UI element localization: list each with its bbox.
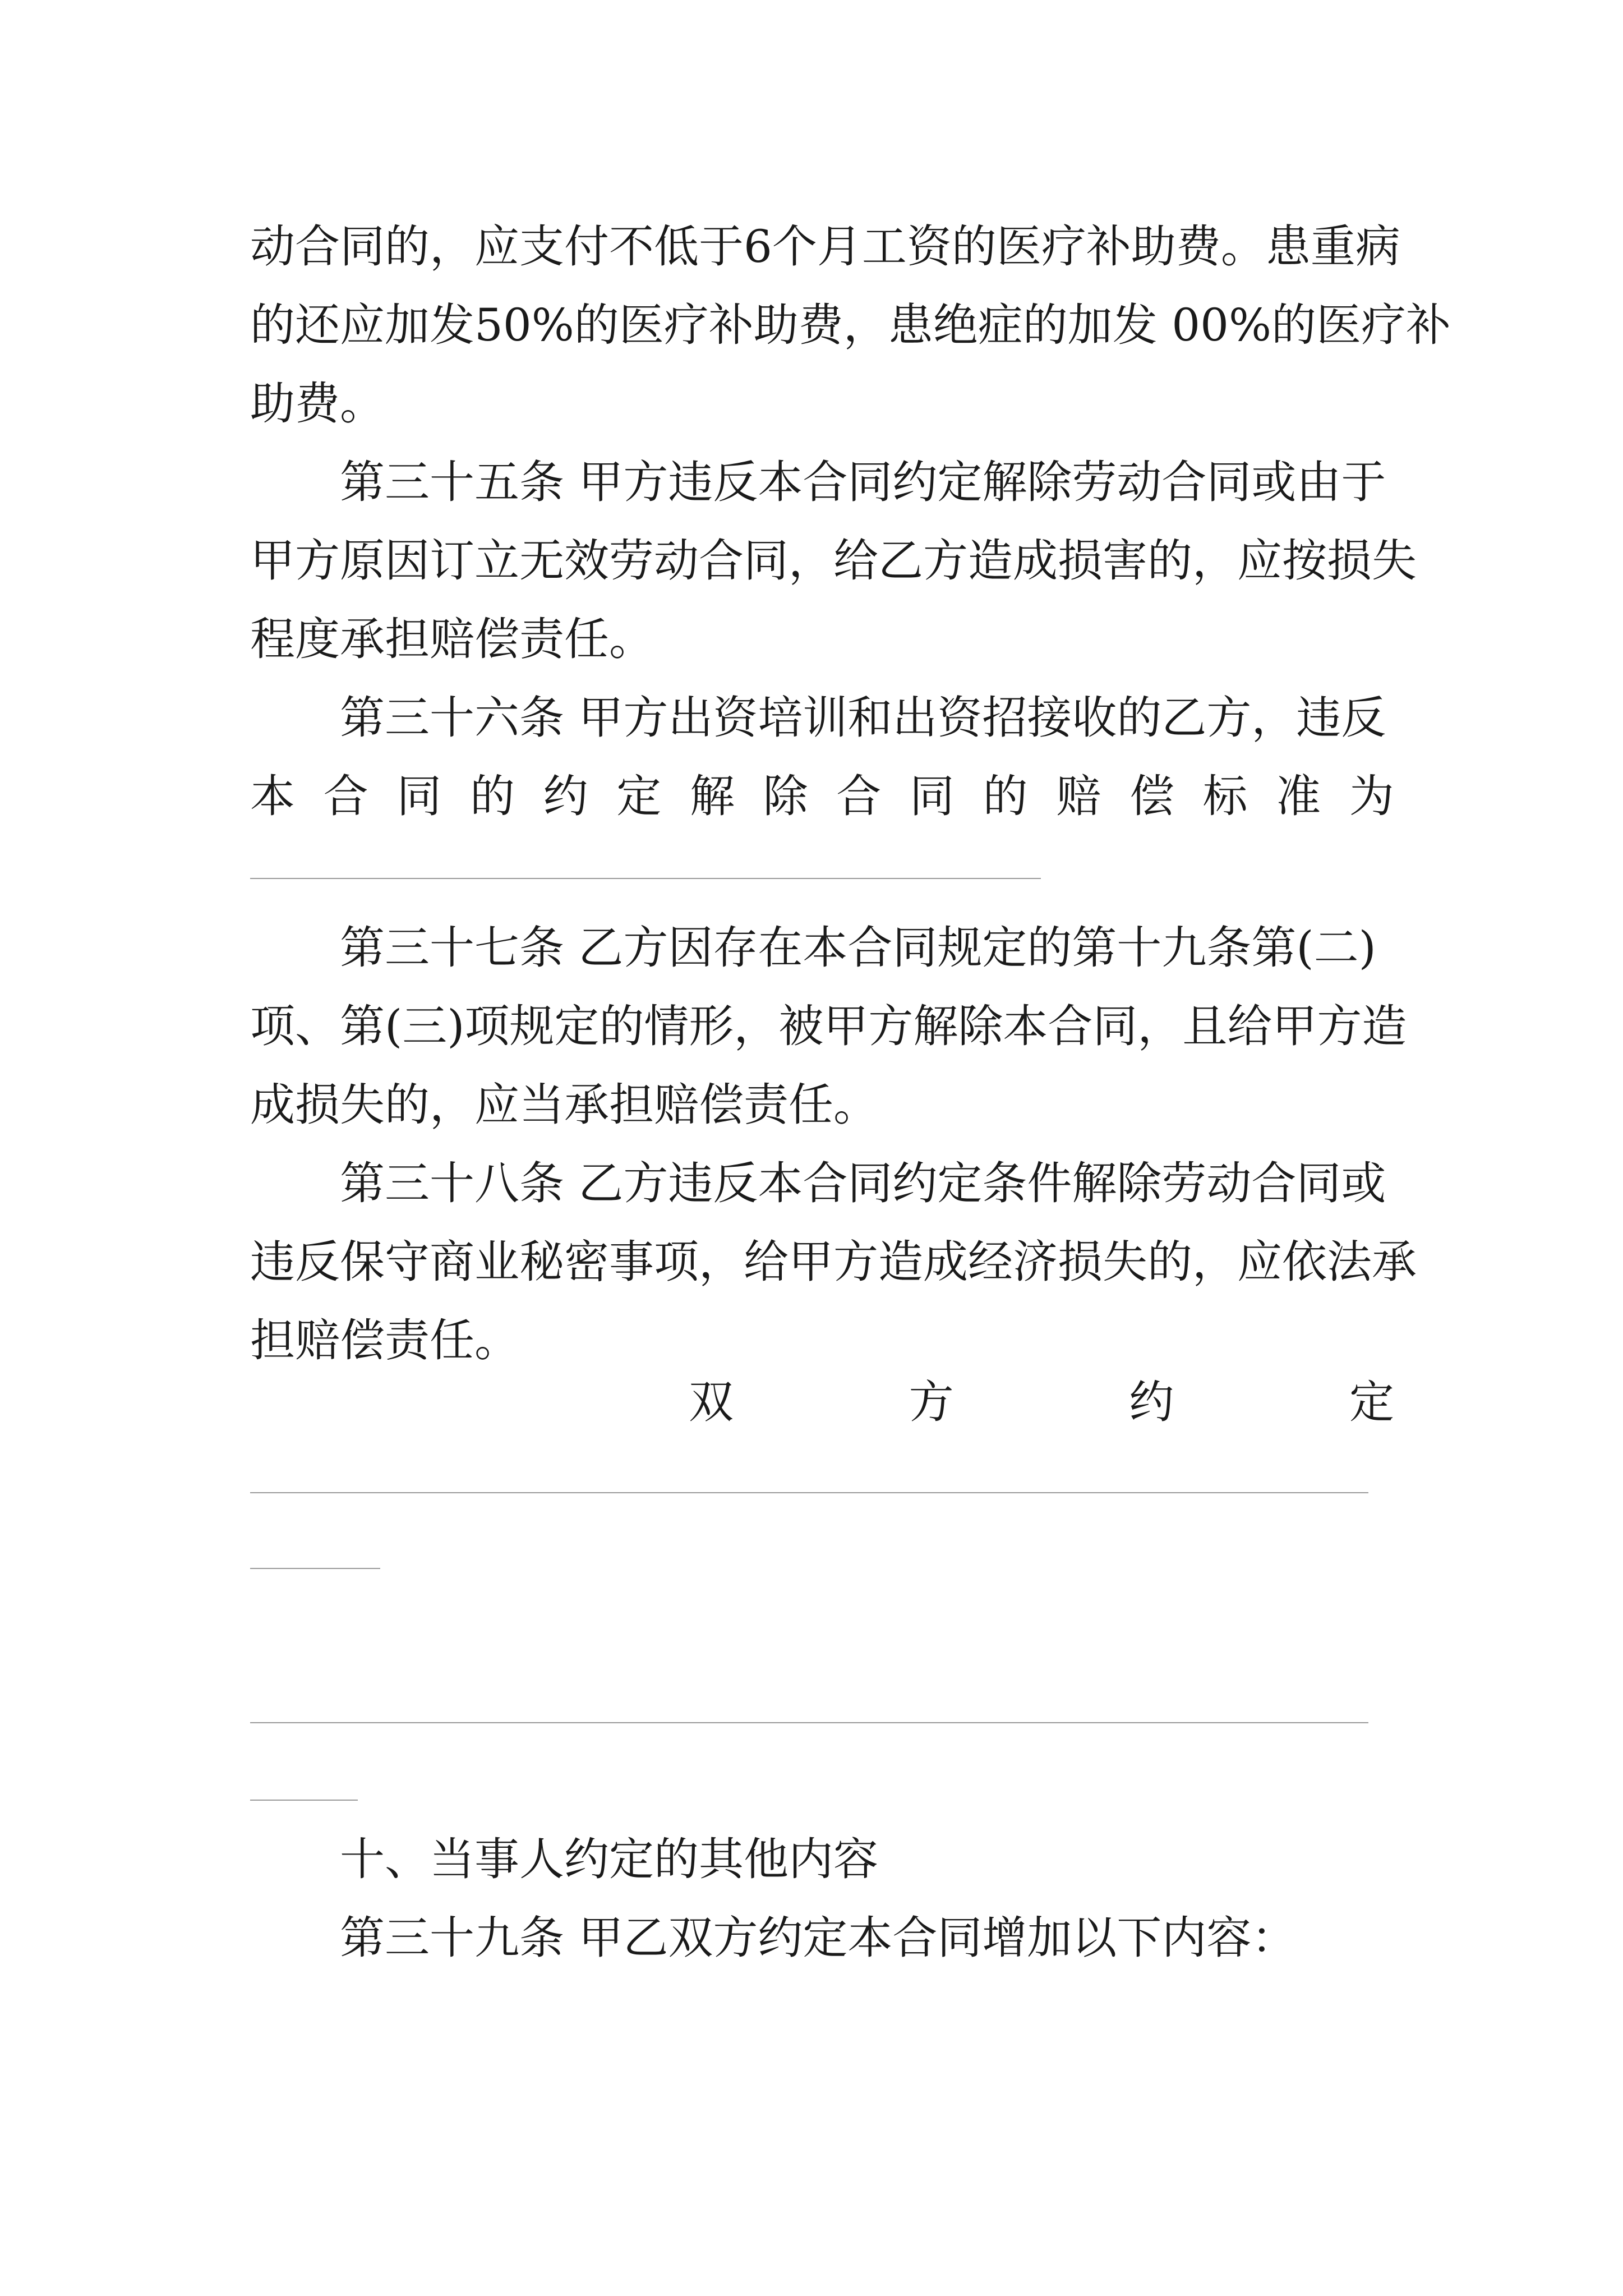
char: 解 bbox=[689, 770, 735, 822]
blank-underline bbox=[250, 1800, 358, 1801]
article-36-line: 第三十六条 甲方出资培训和出资招接收的乙方，违反 bbox=[340, 692, 1386, 744]
char: 赔 bbox=[1056, 770, 1101, 822]
paragraph-line: 担赔偿责任。 bbox=[250, 1314, 519, 1366]
paragraph-line: 成损失的，应当承担赔偿责任。 bbox=[250, 1079, 878, 1131]
paragraph-line: 的还应加发50%的医疗补助费，患绝症的加发 00%的医疗补 bbox=[250, 299, 1451, 351]
justified-line bbox=[250, 769, 1394, 825]
char: 定 bbox=[616, 770, 662, 822]
blank-underline bbox=[250, 878, 1041, 879]
char: 本 bbox=[250, 770, 295, 822]
char: 准 bbox=[1276, 770, 1321, 822]
article-37-line: 第三十七条 乙方因存在本合同规定的第十九条第(二) bbox=[340, 922, 1376, 974]
blank-underline bbox=[250, 1568, 380, 1569]
article-39-line: 第三十九条 甲乙双方约定本合同增加以下内容： bbox=[340, 1912, 1297, 1964]
mutual-agreement-heading bbox=[689, 1374, 1394, 1430]
char: 偿 bbox=[1129, 770, 1174, 822]
blank-underline bbox=[250, 1492, 1368, 1493]
char: 同 bbox=[396, 770, 442, 822]
char: 方 bbox=[909, 1376, 954, 1428]
char: 的 bbox=[983, 770, 1028, 822]
section-10-heading: 十、当事人约定的其他内容 bbox=[340, 1833, 878, 1885]
char: 标 bbox=[1202, 770, 1248, 822]
char: 为 bbox=[1349, 770, 1394, 822]
char: 合 bbox=[323, 770, 368, 822]
paragraph-line: 违反保守商业秘密事项，给甲方造成经济损失的，应依法承 bbox=[250, 1236, 1417, 1288]
paragraph-line: 甲方原因订立无效劳动合同，给乙方造成损害的，应按损失 bbox=[250, 535, 1417, 587]
paragraph-line: 程度承担赔偿责任。 bbox=[250, 613, 654, 665]
article-38-line: 第三十八条 乙方违反本合同约定条件解除劳动合同或 bbox=[340, 1157, 1386, 1209]
char: 除 bbox=[763, 770, 808, 822]
article-35-line: 第三十五条 甲方违反本合同约定解除劳动合同或由于 bbox=[340, 456, 1386, 508]
char: 定 bbox=[1349, 1376, 1394, 1428]
char: 的 bbox=[469, 770, 515, 822]
char: 同 bbox=[909, 770, 955, 822]
char: 约 bbox=[1129, 1376, 1174, 1428]
char: 合 bbox=[836, 770, 882, 822]
paragraph-line: 动合同的，应支付不低于6个月工资的医疗补助费。患重病 bbox=[250, 220, 1400, 273]
char: 双 bbox=[689, 1376, 734, 1428]
char: 约 bbox=[543, 770, 588, 822]
paragraph-line: 助费。 bbox=[250, 378, 385, 430]
paragraph-line: 项、第(三)项规定的情形，被甲方解除本合同，且给甲方造 bbox=[250, 1000, 1407, 1052]
blank-underline bbox=[250, 1722, 1368, 1723]
